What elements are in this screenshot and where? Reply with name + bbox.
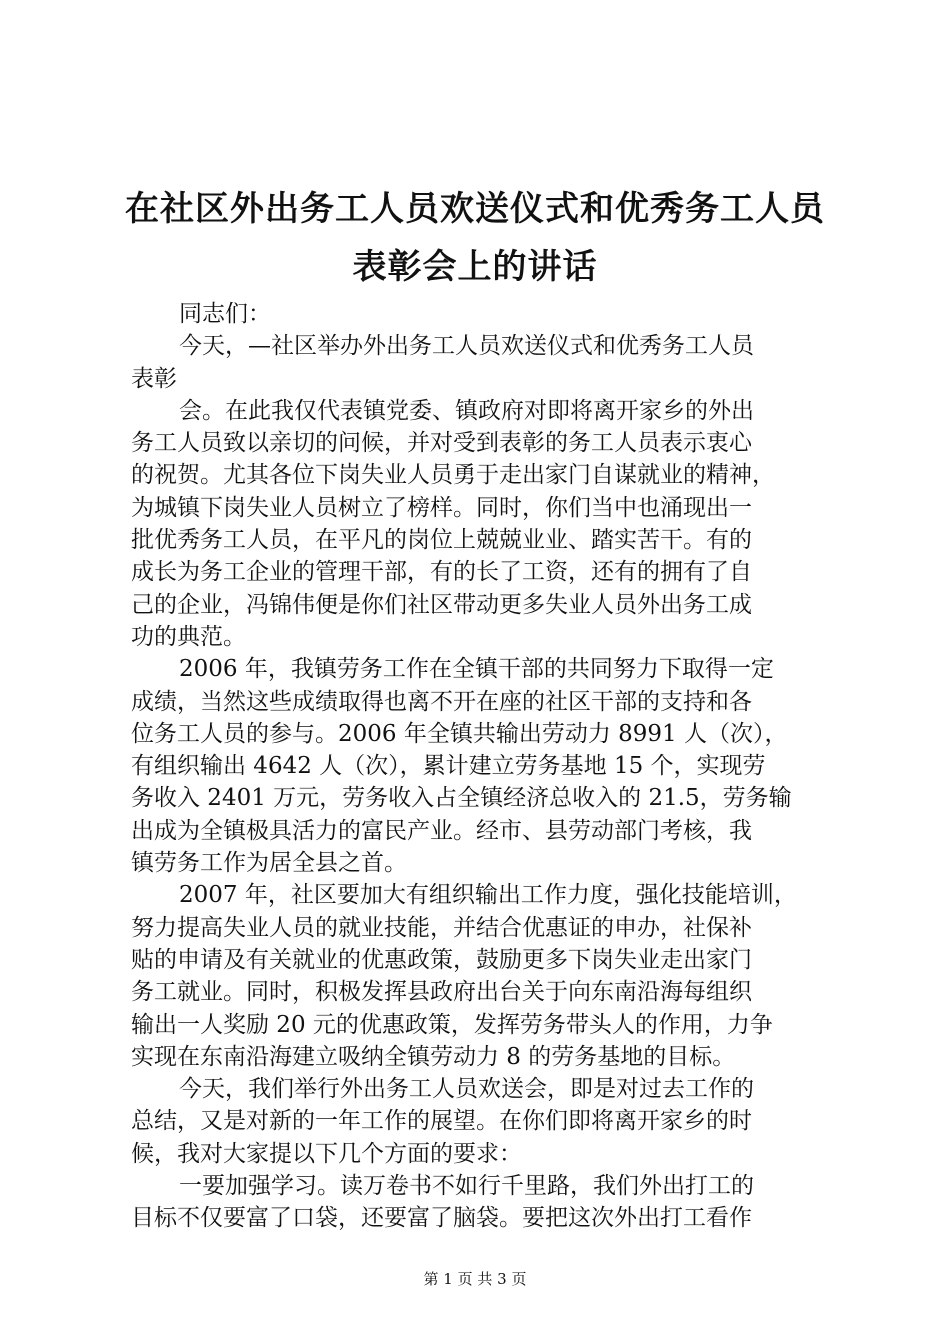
- document-title-line-1: 在社区外出务工人员欢送仪式和优秀务工人员: [125, 189, 825, 229]
- body-text-line: 为城镇下岗失业人员树立了榜样。同时，你们当中也涌现出一: [131, 494, 752, 521]
- body-text-line: 成长为务工企业的管理干部，有的长了工资，还有的拥有了自: [131, 559, 752, 586]
- body-text-line: 今天，我们举行外出务工人员欢送会，即是对过去工作的: [179, 1076, 754, 1103]
- body-text-line: 表彰: [131, 365, 177, 392]
- body-text-line: 努力提高失业人员的就业技能，并结合优惠证的申办，社保补: [131, 914, 752, 941]
- body-text-line: 镇劳务工作为居全县之首。: [131, 850, 407, 877]
- body-text-line: 同志们：: [179, 301, 271, 327]
- body-text-line: 贴的申请及有关就业的优惠政策，鼓励更多下岗失业走出家门: [131, 946, 752, 973]
- body-text-line: 务收入 2401 万元，劳务收入占全镇经济总收入的 21.5，劳务输: [131, 785, 792, 812]
- body-text-line: 务工就业。同时，积极发挥县政府出台关于向东南沿海每组织: [131, 979, 752, 1006]
- body-text-line: 候，我对大家提以下几个方面的要求：: [131, 1140, 522, 1167]
- body-text-line: 输出一人奖励 20 元的优惠政策，发挥劳务带头人的作用，力争: [131, 1011, 773, 1038]
- body-text-line: 成绩，当然这些成绩取得也离不开在座的社区干部的支持和各: [131, 688, 752, 715]
- page-footer: 第 1 页 共 3 页: [423, 1270, 527, 1288]
- body-text-line: 己的企业，冯锦伟便是你们社区带动更多失业人员外出务工成: [131, 591, 752, 618]
- body-text-line: 务工人员致以亲切的问候，并对受到表彰的务工人员表示衷心: [131, 430, 752, 457]
- body-text-line: 2006 年，我镇劳务工作在全镇干部的共同努力下取得一定: [179, 656, 774, 683]
- body-text-line: 总结，又是对新的一年工作的展望。在你们即将离开家乡的时: [131, 1108, 752, 1135]
- body-text-line: 的祝贺。尤其各位下岗失业人员勇于走出家门自谋就业的精神，: [131, 462, 775, 489]
- body-text-line: 功的典范。: [131, 623, 246, 650]
- body-text-line: 目标不仅要富了口袋，还要富了脑袋。要把这次外出打工看作: [131, 1205, 752, 1232]
- body-text-line: 有组织输出 4642 人（次），累计建立劳务基地 15 个，实现劳: [131, 753, 766, 780]
- body-text-line: 位务工人员的参与。2006 年全镇共输出劳动力 8991 人（次），: [131, 720, 788, 747]
- body-text-line: 批优秀务工人员，在平凡的岗位上兢兢业业、踏实苦干。有的: [131, 527, 752, 554]
- document-body: [131, 298, 831, 1235]
- document-title-line-2: 表彰会上的讲话: [352, 247, 598, 287]
- body-text-line: 一要加强学习。读万卷书不如行千里路，我们外出打工的: [179, 1173, 754, 1200]
- body-text-line: 今天，—社区举办外出务工人员欢送仪式和优秀务工人员: [179, 333, 754, 360]
- body-text-line: 会。在此我仅代表镇党委、镇政府对即将离开家乡的外出: [179, 397, 754, 424]
- body-text-line: 出成为全镇极具活力的富民产业。经市、县劳动部门考核，我: [131, 817, 752, 844]
- body-text-line: 实现在东南沿海建立吸纳全镇劳动力 8 的劳务基地的目标。: [131, 1043, 736, 1070]
- body-text-line: 2007 年，社区要加大有组织输出工作力度，强化技能培训，: [179, 882, 797, 909]
